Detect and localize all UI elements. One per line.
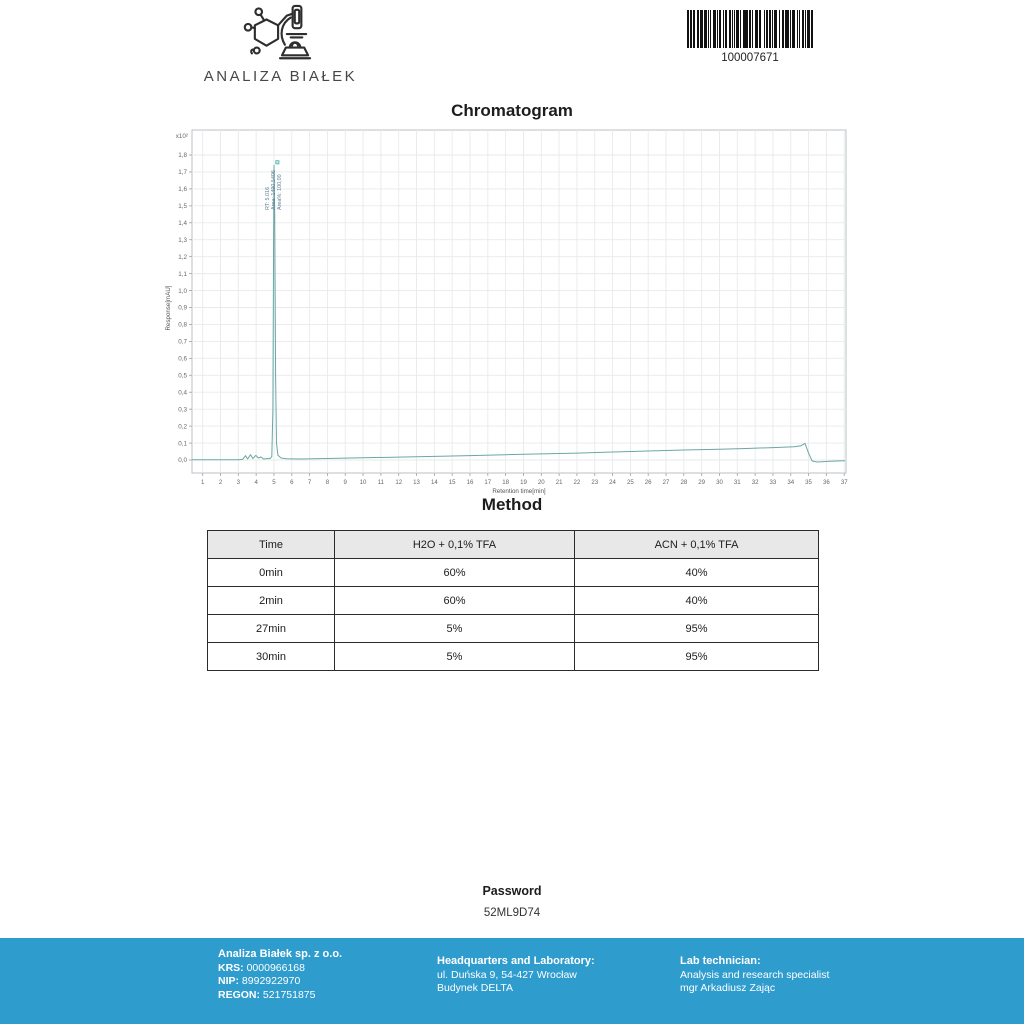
x-tick-label: 23 — [591, 479, 599, 486]
footer-company-name: Analiza Białek sp. z o.o. — [218, 948, 343, 960]
chromatogram-plot — [160, 128, 850, 496]
company-name: ANALIZA BIAŁEK — [203, 68, 358, 85]
x-tick-label: 9 — [343, 479, 347, 486]
method-cell: 2min — [208, 587, 335, 615]
footer-hq-address: ul. Duńska 9, 54-427 Wrocław — [437, 968, 577, 981]
footer-headquarters-block — [437, 955, 595, 996]
x-tick-label: 16 — [466, 479, 474, 486]
method-cell: 27min — [208, 615, 335, 643]
y-scale-label: x10² — [175, 133, 188, 140]
peak-annotation-line: Area%: 100,00 — [276, 174, 283, 210]
x-tick-label: 14 — [430, 479, 438, 486]
footer-tech-name: mgr Arkadiusz Zając — [680, 982, 776, 994]
barcode-number: 100007671 — [721, 52, 779, 64]
x-tick-label: 20 — [537, 479, 545, 486]
x-tick-label: 17 — [484, 479, 492, 486]
y-tick-label: 0,0 — [178, 457, 187, 465]
x-tick-label: 6 — [290, 479, 294, 486]
method-cell: 60% — [335, 559, 575, 587]
method-row — [208, 615, 819, 643]
footer-regon-value: 521751875 — [262, 988, 316, 1001]
method-table-wrap — [207, 530, 818, 671]
x-tick-label: 21 — [555, 479, 563, 486]
x-tick-label: 13 — [413, 479, 420, 486]
footer-regon — [218, 989, 342, 1003]
password-value: 52ML9D74 — [483, 907, 541, 919]
method-header-row — [208, 531, 819, 559]
y-tick-label: 0,2 — [178, 423, 187, 431]
x-tick-label: 8 — [325, 479, 330, 486]
method-cell: 5% — [335, 615, 575, 643]
x-tick-label: 5 — [272, 479, 276, 486]
y-tick-label: 1,4 — [178, 219, 187, 227]
y-tick-label: 0,3 — [178, 406, 187, 414]
password-label: Password — [482, 884, 542, 898]
footer-nip-value: 8992922970 — [241, 975, 301, 987]
y-tick-label: 0,9 — [178, 304, 187, 312]
x-tick-label: 2 — [218, 479, 223, 486]
footer-tech-title: Lab technician: — [680, 955, 761, 967]
x-tick-label: 37 — [840, 479, 848, 486]
x-tick-label: 30 — [716, 479, 723, 486]
method-row — [208, 587, 819, 615]
y-tick-label: 1,6 — [178, 186, 187, 194]
barcode — [687, 10, 813, 64]
method-table-body — [208, 559, 819, 671]
y-tick-label: 1,7 — [178, 169, 187, 177]
y-tick-label: 1,1 — [178, 270, 187, 278]
y-tick-label: 0,1 — [178, 440, 187, 448]
method-cell: 30min — [208, 643, 335, 671]
x-tick-label: 11 — [377, 479, 385, 486]
method-row — [208, 559, 819, 587]
footer-regon-label: REGON: — [218, 988, 260, 1001]
x-tick-label: 31 — [733, 479, 741, 486]
x-tick-label: 35 — [805, 479, 812, 486]
method-table-head — [208, 531, 819, 559]
method-cell: 40% — [575, 559, 819, 587]
company-logo — [198, 4, 363, 85]
method-cell: 95% — [575, 643, 819, 671]
x-tick-label: 36 — [823, 479, 830, 486]
y-tick-label: 0,6 — [178, 355, 187, 363]
x-tick-label: 24 — [609, 479, 616, 486]
x-tick-label: 19 — [520, 479, 527, 486]
molecule-microscope-icon — [242, 4, 320, 66]
footer-nip — [218, 975, 342, 989]
peak-marker — [276, 161, 279, 164]
method-header-cell: ACN + 0,1% TFA — [575, 531, 819, 559]
method-cell: 60% — [335, 587, 575, 615]
y-tick-label: 1,3 — [178, 236, 187, 244]
x-tick-label: 10 — [359, 479, 367, 486]
y-tick-label: 1,0 — [178, 287, 187, 295]
footer-krs — [218, 962, 342, 976]
method-cell: 5% — [335, 643, 575, 671]
x-tick-label: 15 — [448, 479, 456, 486]
x-tick-label: 12 — [395, 479, 403, 486]
barcode-bar — [811, 10, 813, 48]
x-tick-label: 26 — [644, 479, 652, 486]
y-tick-label: 0,4 — [178, 389, 187, 397]
method-cell: 95% — [575, 615, 819, 643]
y-tick-label: 1,8 — [178, 152, 187, 160]
password-section — [0, 884, 1024, 919]
chromatogram-chart — [160, 128, 850, 496]
plot-frame — [192, 130, 846, 473]
x-tick-label: 3 — [236, 479, 241, 486]
x-axis-title: Retention time[min] — [492, 488, 546, 495]
x-tick-label: 1 — [200, 479, 205, 486]
y-tick-label: 0,5 — [178, 372, 187, 380]
y-tick-label: 1,2 — [178, 253, 187, 261]
footer-hq-title: Headquarters and Laboratory: — [437, 955, 595, 967]
y-tick-label: 1,5 — [178, 203, 187, 211]
method-row — [208, 643, 819, 671]
method-table — [207, 530, 819, 671]
barcode-bars — [687, 10, 813, 48]
x-tick-label: 27 — [662, 479, 670, 486]
method-title: Method — [481, 495, 543, 514]
footer-krs-value: 0000966168 — [246, 961, 305, 974]
method-cell: 40% — [575, 587, 819, 615]
y-axis-title: Response[mAU] — [165, 285, 172, 331]
chromatogram-title: Chromatogram — [451, 101, 573, 120]
y-tick-label: 0,8 — [178, 321, 187, 329]
x-tick-label: 32 — [751, 479, 759, 486]
x-tick-label: 34 — [787, 479, 795, 486]
footer-tech-role: Analysis and research specialist — [680, 968, 830, 981]
footer-hq-building: Budynek DELTA — [437, 982, 514, 994]
x-tick-label: 4 — [254, 479, 258, 486]
footer-technician-block — [680, 955, 829, 996]
y-tick-label: 0,7 — [178, 338, 187, 346]
method-header-cell: H2O + 0,1% TFA — [335, 531, 575, 559]
footer-company-block — [218, 948, 342, 1002]
x-tick-label: 22 — [573, 479, 581, 486]
footer — [0, 938, 1024, 1024]
method-header-cell: Time — [208, 531, 335, 559]
peak-annotation-line: Area: 1490,5406 — [270, 170, 277, 210]
x-tick-label: 7 — [307, 479, 312, 486]
x-tick-label: 28 — [680, 479, 688, 486]
x-tick-label: 33 — [769, 479, 777, 486]
peak-annotation-line: RT: 5.016 — [264, 187, 271, 210]
method-cell: 0min — [208, 559, 335, 587]
x-tick-label: 25 — [626, 479, 634, 486]
x-tick-label: 18 — [502, 479, 510, 486]
footer-nip-label: NIP: — [218, 975, 239, 987]
x-tick-label: 29 — [698, 479, 706, 486]
footer-krs-label: KRS: — [218, 961, 244, 974]
